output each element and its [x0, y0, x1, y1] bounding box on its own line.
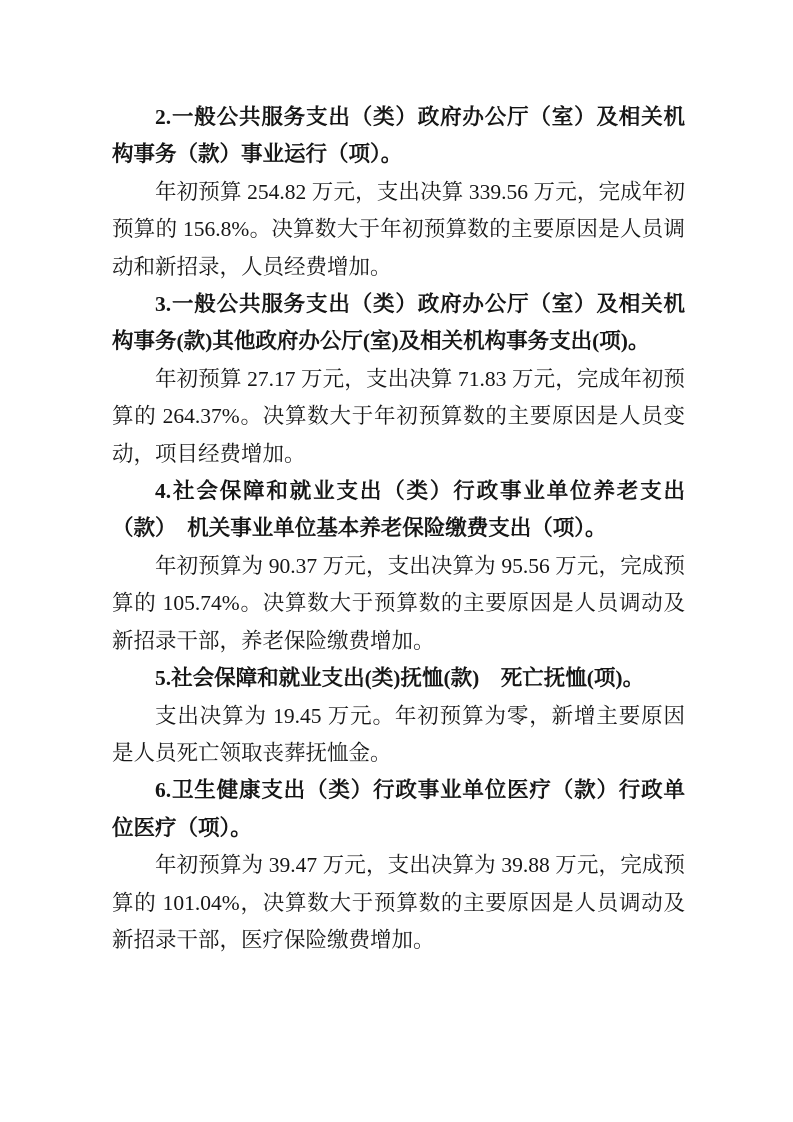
section-5-heading: 5.社会保障和就业支出(类)抚恤(款) 死亡抚恤(项)。	[155, 666, 645, 691]
section-4-paragraph: 年初预算为 90.37 万元，支出决算为 95.56 万元，完成预算的 105.74%。决算数大于预算数的主要原因是人员调动及新招录干部，养老保险缴费增加。	[112, 553, 685, 653]
section-6	[112, 772, 685, 959]
section-3	[112, 286, 685, 473]
section-3-heading: 3.一般公共服务支出（类）政府办公厅（室）及相关机构事务(款)其他政府办公厅(室)及相关机构事务支出(项)。	[112, 292, 685, 354]
section-3-paragraph: 年初预算 27.17 万元，支出决算 71.83 万元，完成年初预算的 264.37%。决算数大于年初预算数的主要原因是人员变动，项目经费增加。	[112, 366, 685, 466]
section-2-heading: 2.一般公共服务支出（类）政府办公厅（室）及相关机构事务（款）事业运行（项）。	[112, 105, 685, 167]
section-2	[112, 99, 685, 286]
section-5	[112, 660, 685, 772]
section-5-paragraph: 支出决算为 19.45 万元。年初预算为零，新增主要原因是人员死亡领取丧葬抚恤金。	[112, 703, 685, 765]
section-2-paragraph: 年初预算 254.82 万元，支出决算 339.56 万元，完成年初预算的 156.8%。决算数大于年初预算数的主要原因是人员调动和新招录，人员经费增加。	[112, 179, 685, 279]
section-6-paragraph: 年初预算为 39.47 万元，支出决算为 39.88 万元，完成预算的 101.04%，决算数大于预算数的主要原因是人员调动及新招录干部，医疗保险缴费增加。	[112, 853, 685, 952]
section-4	[112, 473, 685, 660]
document-content	[112, 99, 685, 959]
section-4-heading: 4.社会保障和就业支出（类）行政事业单位养老支出（款） 机关事业单位基本养老保险缴费支出（项）。	[112, 479, 685, 541]
section-6-heading: 6.卫生健康支出（类）行政事业单位医疗（款）行政单位医疗（项）。	[112, 778, 685, 840]
